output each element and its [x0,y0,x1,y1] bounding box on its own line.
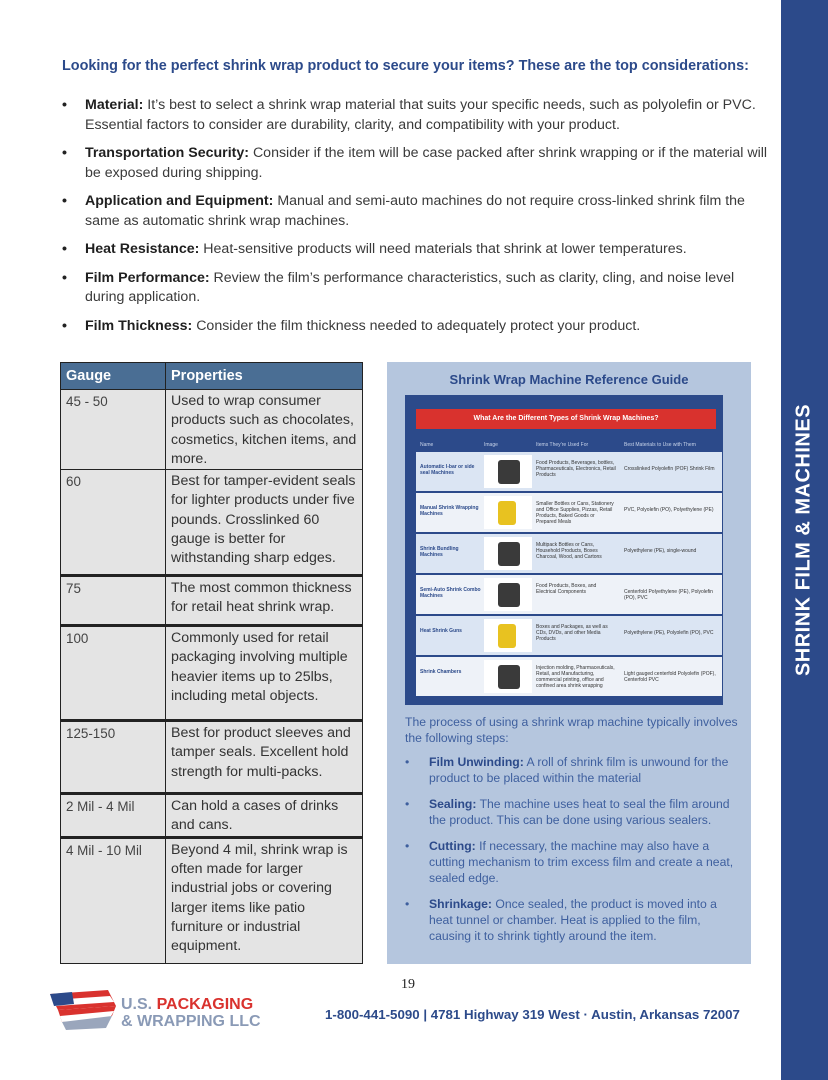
logo-text-line2: & WRAPPING LLC [121,1013,261,1030]
page-number: 19 [401,977,415,992]
consideration-item: • Transportation Security: Consider if the item will be case packed after shrink wrapping or if the material will be exposed during shipping. [62,145,768,181]
machine-row: Shrink Chambers Injection molding, Pharmaceuticals, Retail, and Manufacturing, commercial printing, office and confined area shrink wrapping Light gauged centerfold Polyolefin (POF), Centerfold PVC [416,657,722,696]
table-row: 60 Best for tamper-evident seals for lighter products under five pounds. Crosslinked 60 gauge is better for withstanding sharp edges. [61,470,363,576]
guide-title: Shrink Wrap Machine Reference Guide [449,372,689,387]
gauge-header: Gauge [61,363,166,390]
consideration-item: • Heat Resistance: Heat-sensitive products will need materials that shrink at lower temperatures. [62,241,687,257]
process-steps [405,754,739,954]
machine-image [484,455,532,488]
properties-header: Properties [166,363,363,390]
machine-image [484,619,532,652]
step-item: • Film Unwinding: A roll of shrink film is unwound for the product to be placed within the material [405,755,729,785]
step-item: • Shrinkage: Once sealed, the product is moved into a heat tunnel or chamber. Heat is applied to the film, causing it to shrink tightly around the item. [405,897,717,943]
machine-row: Semi-Auto Shrink Combo Machines Food Products, Boxes, and Electrical Components Centerfold Polyethylene (PE), Polyolefin (PO), PVC [416,575,722,614]
guide-intro: The process of using a shrink wrap machine typically involves the following steps: [405,715,738,745]
machine-row: Shrink Bundling Machines Multipack Bottles or Cans, Household Products, Boxes Charcoal, Wood, and Cartons Polyethylene (PE), single-wound [416,534,722,573]
machine-row: Heat Shrink Guns Boxes and Packages, as well as CDs, DVDs, and other Media Products Polyethylene (PE), Polyolefin (PO), PVC [416,616,722,655]
machine-types-infographic [405,395,723,705]
gauge-table [60,362,363,964]
machine-image [484,578,532,611]
table-row: 45 - 50 Used to wrap consumer products such as chocolates, cosmetics, kitchen items, and more. [61,390,363,470]
machine-image [484,537,532,570]
consideration-item: • Material: It’s best to select a shrink wrap material that suits your specific needs, such as polyolefin or PVC. Essential factors to consider are durability, clarity, and compatibility with your product. [62,97,756,133]
infographic-banner: What Are the Different Types of Shrink Wrap Machines? [416,409,716,429]
table-row: 100 Commonly used for retail packaging involving multiple heavier items up to 25lbs, including metal objects. [61,626,363,721]
consideration-item: • Application and Equipment: Manual and semi-auto machines do not require cross-linked shrink film the same as automatic shrink wrap machines. [62,193,745,229]
infographic-rows [416,452,722,698]
company-logo [48,986,278,1034]
consideration-item: • Film Performance: Review the film’s performance characteristics, such as clarity, cling, and noise level during application. [62,269,735,305]
machine-row: Manual Shrink Wrapping Machines Smaller Bottles or Cans, Stationery and Office Supplies, Pizzas, Retail Products, Baked Goods or Prepared Meals PVC, Polyolefin (PO), Polyethylene (PE) [416,493,722,532]
considerations-list [62,96,774,345]
table-row: 75 The most common thickness for retail heat shrink wrap. [61,576,363,626]
logo-text-line1: U.S. PACKAGING [121,996,254,1013]
flag-icon [48,986,118,1032]
machine-row: Automatic I-bar or side seal Machines Food Products, Beverages, bottles, Pharmaceuticals, Electronics, Retail Products Crosslinked Polyolefin (POF) Shrink Film [416,452,722,491]
infographic-header: Name Image Items They’re Used For Best Materials to Use with Them [416,439,722,451]
intro-heading: Looking for the perfect shrink wrap product to secure your items? These are the top considerations: [62,58,749,74]
table-row: 2 Mil - 4 Mil Can hold a cases of drinks and cans. [61,794,363,838]
machine-image [484,660,532,693]
step-item: • Cutting: If necessary, the machine may also have a cutting mechanism to trim excess film and create a neat, sealed edge. [405,839,734,885]
contact-info: 1-800-441-5090 | 4781 Highway 319 West · Austin, Arkansas 72007 [325,1007,740,1022]
table-row: 125-150 Best for product sleeves and tamper seals. Excellent hold strength for multi-packs. [61,721,363,794]
consideration-item: • Film Thickness: Consider the film thickness needed to adequately protect your product. [62,317,641,334]
machine-guide-panel [387,362,751,964]
step-item: • Sealing: The machine uses heat to seal the film around the product. This can be done using various sealers. [405,797,730,827]
table-row: 4 Mil - 10 Mil Beyond 4 mil, shrink wrap is often made for larger industrial jobs or covering larger items like patio furniture or industrial equipment. [61,837,363,963]
machine-image [484,496,532,529]
section-label: SHRINK FILM & MACHINES [792,403,815,677]
